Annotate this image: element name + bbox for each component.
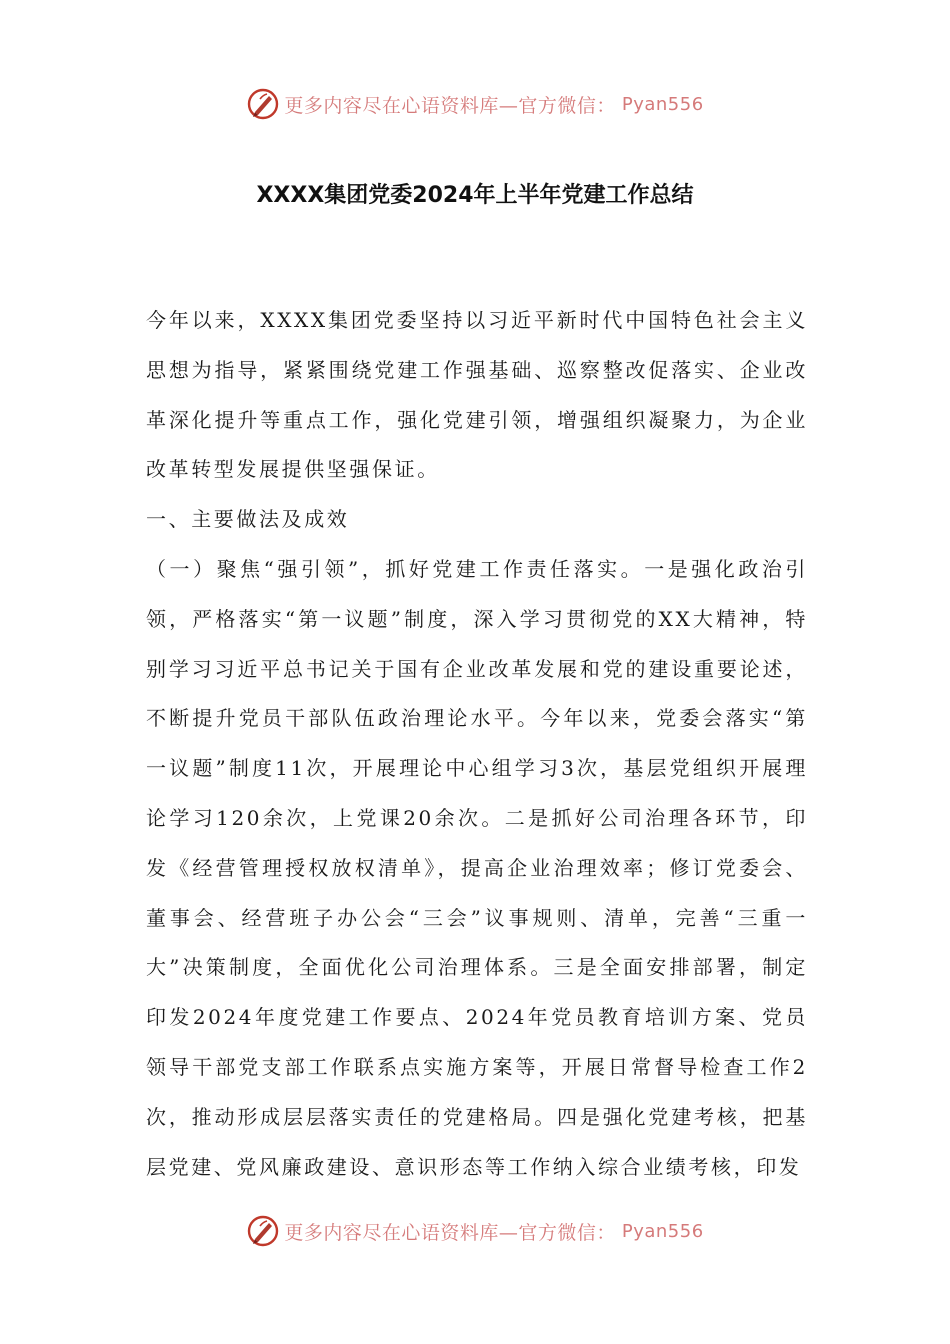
section-heading: 一、主要做法及成效: [146, 507, 350, 532]
paragraph-intro: 今年以来，XXXX集团党委坚持以习近平新时代中国特色社会主义思想为指导，紧紧围绕党建工作强基础、巡察整改促落实、企业改革深化提升等重点工作，强化党建引领，增强组织凝聚力，为企业改革转型发展提供坚强保证。: [146, 308, 808, 482]
document-body: [146, 296, 808, 1192]
pen-logo-icon: [246, 1214, 280, 1248]
watermark-footer: [0, 1211, 950, 1251]
watermark-wechat-id: Pyan556: [621, 93, 704, 115]
watermark-header: [0, 84, 950, 124]
paragraph-section-1: （一）聚焦“强引领”，抓好党建工作责任落实。一是强化政治引领，严格落实“第一议题”制度，深入学习贯彻党的XX大精神，特别学习习近平总书记关于国有企业改革发展和党的建设重要论述，不断提升党员干部队伍政治理论水平。今年以来，党委会落实“第一议题”制度11次，开展理论中心组学习3次，基层党组织开展理论学习120余次，上党课20余次。二是抓好公司治理各环节，印发《经营管理授权放权清单》，提高企业治理效率；修订党委会、董事会、经营班子办公会“三会”议事规则、清单，完善“三重一大”决策制度，全面优化公司治理体系。三是全面安排部署，制定印发2024年度党建工作要点、2024年党员教育培训方案、党员领导干部党支部工作联系点实施方案等，开展日常督导检查工作2次，推动形成层层落实责任的党建格局。四是强化党建考核，把基层党建、党风廉政建设、意识形态等工作纳入综合业绩考核，印发: [146, 556, 808, 1179]
watermark-text: 更多内容尽在心语资料库—官方微信：: [284, 94, 616, 117]
pen-logo-icon: [246, 87, 280, 121]
watermark-text: 更多内容尽在心语资料库—官方微信：: [284, 1221, 616, 1244]
document-title: XXXX集团党委2024年上半年党建工作总结: [256, 183, 694, 208]
watermark-wechat-id: Pyan556: [621, 1220, 704, 1242]
